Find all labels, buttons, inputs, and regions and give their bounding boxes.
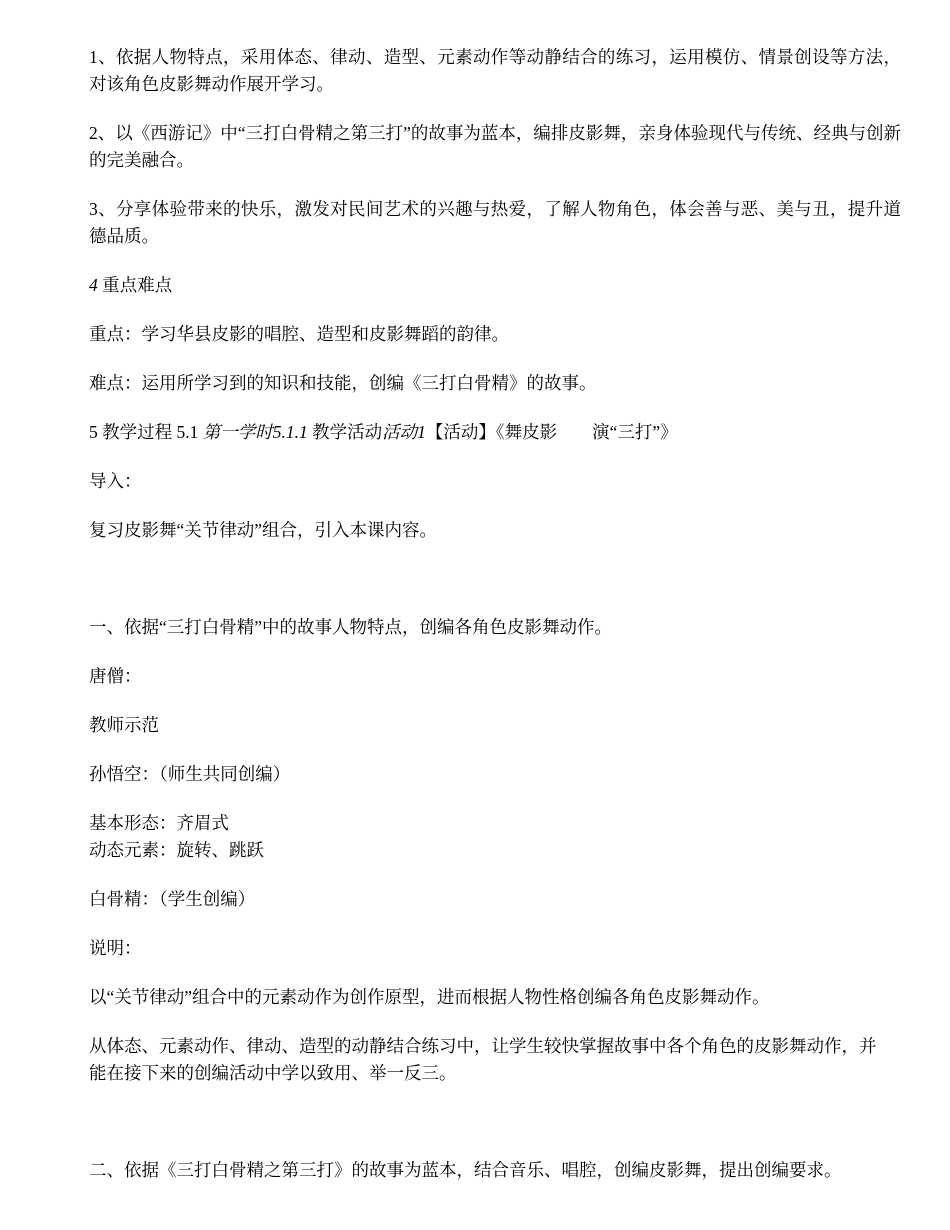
process-heading-part: 演“三打”》 xyxy=(592,422,678,442)
dynamic-elements: 动态元素：旋转、跳跃 xyxy=(89,840,264,860)
process-heading-part: 1 xyxy=(417,422,426,442)
process-heading-part: 【活动】《舞皮影 xyxy=(425,422,558,442)
process-heading-part: 5 教学过程 5.1 xyxy=(89,422,203,442)
key-points-heading-number: 4 xyxy=(89,275,98,295)
key-points-heading-text: 重点难点 xyxy=(102,275,173,295)
objective-1: 1、依据人物特点，采用体态、律动、造型、元素动作等动静结合的练习，运用模仿、情景创设等方法，对该角色皮影舞动作展开学习。 xyxy=(89,47,901,94)
focus-point: 重点：学习华县皮影的唱腔、造型和皮影舞蹈的韵律。 xyxy=(89,324,509,344)
section-one-title: 一、依据“三打白骨精”中的故事人物特点，创编各角色皮影舞动作。 xyxy=(89,617,613,637)
section-two-title: 二、依据《三打白骨精之第三打》的故事为蓝本，结合音乐、唱腔，创编皮影舞，提出创编要求。 xyxy=(89,1160,842,1180)
intro-label: 导入： xyxy=(89,471,142,491)
role-tangseng: 唐僧： xyxy=(89,666,142,686)
key-points-heading xyxy=(89,272,901,299)
basic-form: 基本形态：齐眉式 xyxy=(89,813,229,833)
note-2: 从体态、元素动作、律动、造型的动静结合练习中，让学生较快掌握故事中各个角色的皮影舞动作，并能在接下来的创编活动中学以致用、举一反三。 xyxy=(89,1036,877,1083)
difficulty-point: 难点：运用所学习到的知识和技能，创编《三打白骨精》的故事。 xyxy=(89,373,597,393)
process-heading-part: 第一学时 xyxy=(202,422,273,442)
intro-text: 复习皮影舞“关节律动”组合，引入本课内容。 xyxy=(89,520,438,540)
document-page xyxy=(89,44,901,1184)
objective-3: 3、分享体验带来的快乐，激发对民间艺术的兴趣与热爱，了解人物角色，体会善与恶、美与丑，提升道德品质。 xyxy=(89,199,901,246)
process-heading-part: 5.1.1 xyxy=(272,422,313,442)
process-heading-part: 教学活动 xyxy=(312,422,383,442)
note-1: 以“关节律动”组合中的元素动作为创作原型，进而根据人物性格创编各角色皮影舞动作。 xyxy=(89,987,770,1007)
role-sunwukong: 孙悟空：（师生共同创编） xyxy=(89,764,291,784)
note-label: 说明： xyxy=(89,938,142,958)
role-baigujing: 白骨精：（学生创编） xyxy=(89,889,256,909)
teacher-demo: 教师示范 xyxy=(89,715,159,735)
objective-2: 2、以《西游记》中“三打白骨精之第三打”的故事为蓝本，编排皮影舞，亲身体验现代与传统、经典与创新的完美融合。 xyxy=(89,123,901,170)
process-heading-part: 活动 xyxy=(382,422,418,442)
process-heading xyxy=(89,419,901,446)
